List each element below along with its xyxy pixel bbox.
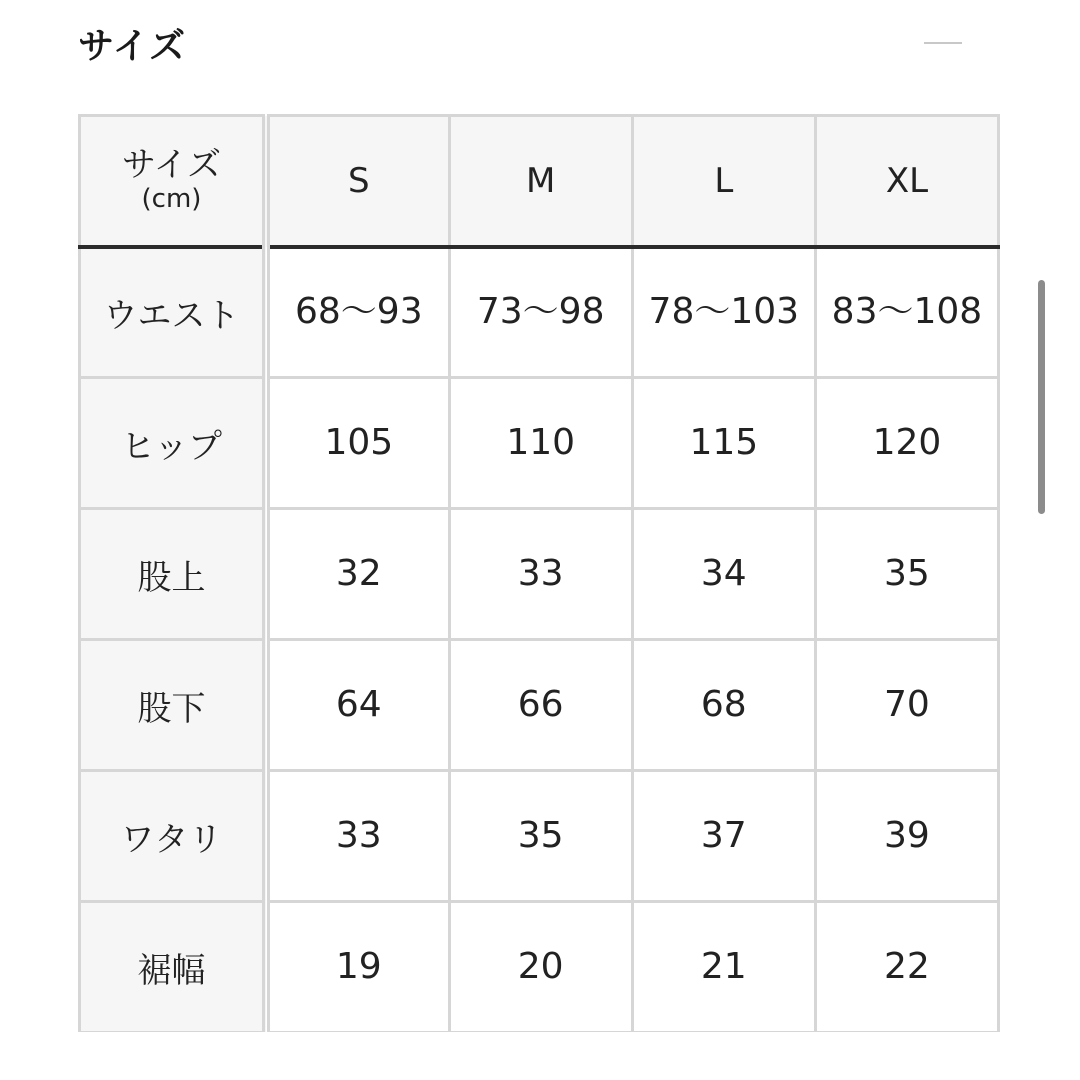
cell-rise-l: 34 <box>632 509 815 640</box>
cell-rise-m: 33 <box>449 509 632 640</box>
cell-hem-m: 20 <box>449 902 632 1033</box>
cell-waist-l: 78〜103 <box>632 247 815 378</box>
cell-inseam-m: 66 <box>449 640 632 771</box>
corner-unit: (cm) <box>141 184 202 215</box>
section-title: サイズ <box>78 26 187 67</box>
cell-hem-xl: 22 <box>815 902 998 1033</box>
cell-hip-m: 110 <box>449 378 632 509</box>
cell-hem-s: 19 <box>266 902 449 1033</box>
cell-hip-s: 105 <box>266 378 449 509</box>
corner-label: サイズ <box>121 145 222 186</box>
cell-inseam-l: 68 <box>632 640 815 771</box>
row-label-hem: 裾幅 <box>80 902 267 1033</box>
corner-header <box>80 116 267 247</box>
minus-icon <box>924 42 962 44</box>
table-row-rise <box>80 509 999 640</box>
table-row-hem <box>80 902 999 1033</box>
cell-waist-m: 73〜98 <box>449 247 632 378</box>
row-label-hip: ヒップ <box>80 378 267 509</box>
scrollbar[interactable] <box>1038 280 1046 516</box>
row-label-thigh: ワタリ <box>80 771 267 902</box>
cell-hip-xl: 120 <box>815 378 998 509</box>
size-table-container <box>78 114 1000 1032</box>
scrollbar-thumb[interactable] <box>1038 280 1045 514</box>
size-header-l: L <box>632 116 815 247</box>
size-header-s: S <box>266 116 449 247</box>
table-row-hip <box>80 378 999 509</box>
cell-inseam-xl: 70 <box>815 640 998 771</box>
table-row-inseam <box>80 640 999 771</box>
cell-thigh-s: 33 <box>266 771 449 902</box>
cell-waist-xl: 83〜108 <box>815 247 998 378</box>
row-label-waist: ウエスト <box>80 247 267 378</box>
table-row-thigh <box>80 771 999 902</box>
row-label-rise: 股上 <box>80 509 267 640</box>
table-header-row <box>80 116 999 247</box>
collapse-button[interactable] <box>922 26 966 62</box>
cell-waist-s: 68〜93 <box>266 247 449 378</box>
cell-inseam-s: 64 <box>266 640 449 771</box>
size-header-xl: XL <box>815 116 998 247</box>
table-row-waist <box>80 247 999 378</box>
cell-rise-s: 32 <box>266 509 449 640</box>
size-table <box>78 114 1000 1032</box>
cell-hip-l: 115 <box>632 378 815 509</box>
size-header-m: M <box>449 116 632 247</box>
cell-thigh-l: 37 <box>632 771 815 902</box>
cell-thigh-xl: 39 <box>815 771 998 902</box>
cell-rise-xl: 35 <box>815 509 998 640</box>
cell-thigh-m: 35 <box>449 771 632 902</box>
row-label-inseam: 股下 <box>80 640 267 771</box>
cell-hem-l: 21 <box>632 902 815 1033</box>
